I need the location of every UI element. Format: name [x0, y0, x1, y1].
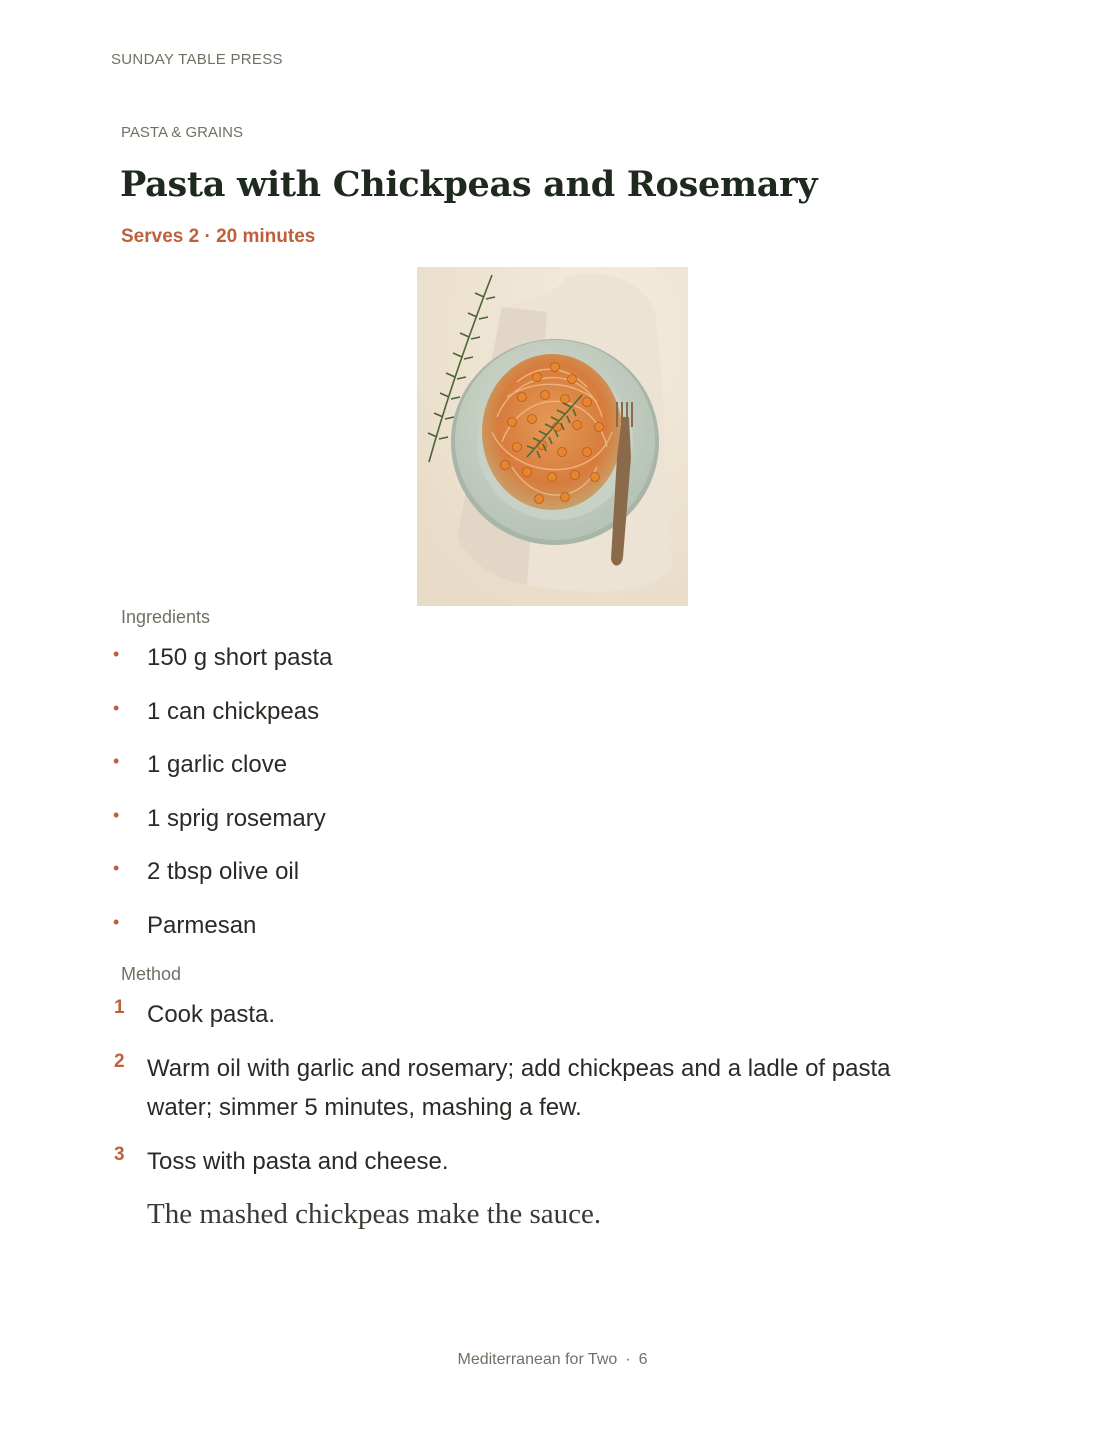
recipe-category: PASTA & GRAINS: [121, 124, 243, 141]
ingredient-text: 1 can chickpeas: [147, 697, 320, 725]
step-text: Toss with pasta and cheese.: [147, 1148, 449, 1175]
ingredient-text: Parmesan: [147, 911, 257, 939]
bullet-icon: •: [113, 751, 120, 772]
step-number: 2: [114, 1051, 125, 1072]
recipe-meta: Serves 2 · 20 minutes: [121, 226, 316, 247]
recipe-photo: [417, 267, 688, 606]
bullet-icon: •: [113, 858, 120, 879]
ingredients-heading: Ingredients: [121, 607, 211, 627]
bullet-icon: •: [113, 804, 120, 825]
book-title: Mediterranean for Two: [457, 1351, 618, 1368]
ingredient-text: 150 g short pasta: [147, 644, 333, 671]
bullet-icon: •: [113, 644, 120, 664]
page-number: 6: [638, 1351, 648, 1368]
ingredient-text: 1 garlic clove: [147, 751, 288, 779]
method-heading: Method: [121, 964, 182, 984]
bullet-icon: •: [113, 697, 120, 718]
step-number: 3: [114, 1144, 125, 1165]
step-text: Warm oil with garlic and rosemary; add chickpeas and a ladle of pasta water; simmer 5 minutes, mashing a few.: [147, 1055, 891, 1121]
publisher-name: SUNDAY TABLE PRESS: [111, 51, 283, 68]
step-text: Cook pasta.: [147, 1001, 276, 1028]
step-number: 1: [114, 997, 125, 1018]
ingredient-text: 1 sprig rosemary: [147, 804, 326, 832]
ingredient-text: 2 tbsp olive oil: [147, 858, 300, 886]
page-footer: [0, 1351, 1105, 1369]
recipe-note: The mashed chickpeas make the sauce.: [147, 1198, 602, 1230]
recipe-title: Pasta with Chickpeas and Rosemary: [120, 164, 818, 205]
bullet-icon: •: [113, 911, 120, 932]
footer-separator: ·: [625, 1351, 631, 1368]
